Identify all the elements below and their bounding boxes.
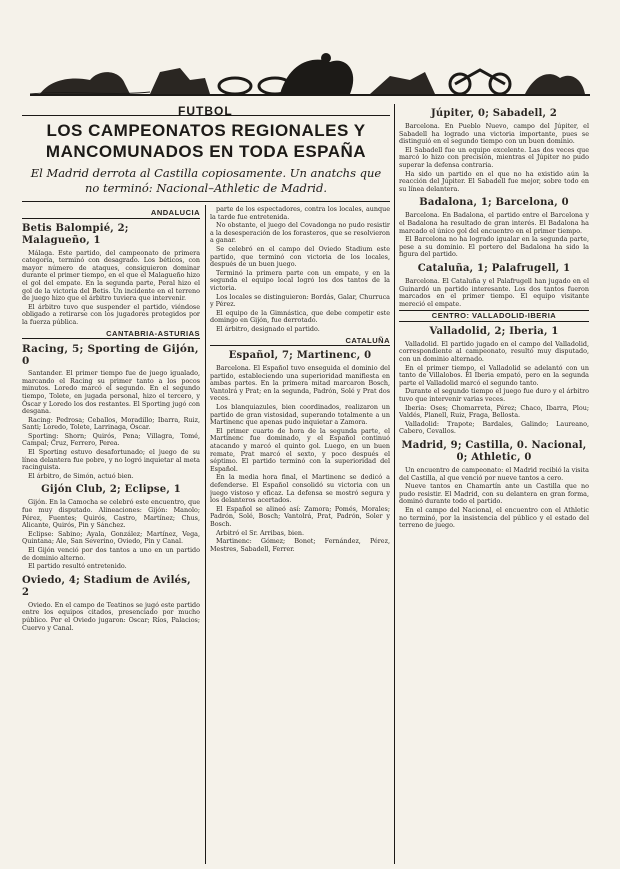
match-heading: Gijón Club, 2; Eclipse, 1 xyxy=(41,484,181,496)
column-3 xyxy=(399,104,589,861)
region-header: CENTRO: VALLADOLID-IBERIA xyxy=(399,310,589,322)
article-paragraph: Arbitró el Sr. Arribas, bien. xyxy=(216,528,305,537)
article-paragraph: Barcelona. En Badalona, el partido entre el Barcelona y el Badalona ha resultado de gran interés. El Badalona ha marcado el único gol del encuentro en el primer tiempo. xyxy=(399,211,589,235)
article-paragraph: Eclipse: Sabino; Ayala, González; Martínez, Vega, Quintana; Ale, San Severino, Oviedo, Pin y Canal. xyxy=(22,529,200,546)
article-paragraph: El equipo de la Gimnástica, que debe competir este domingo en Gijón, fue derrotado. xyxy=(210,308,390,325)
article-paragraph: Málaga. Este partido, del campeonato de primera categoría, terminó con desagrado. Los béticos, con mayor número de ataques, consiguieron dominar durante el primer tiempo, en el que el Malagueño hizo el gol del empate. En la segunda parte, Peral hizo el gol de la victoria del Betis. Un incidente en el terreno de juego hizo que el árbitro tuviera que intervenir. xyxy=(22,248,200,303)
article-paragraph: En el campo del Nacional, el encuentro con el Athletic no terminó, por la insistencia del público y el estado del terreno de juego. xyxy=(399,505,589,530)
article-paragraph: Sporting: Shorn; Quirós, Pena; Villagra, Tomé, Campal; Cruz, Ferrero, Perea. xyxy=(22,431,200,448)
article-paragraph: Nueve tantos en Chamartín ante un Castilla que no pudo resistir. El Madrid, con su delantera en gran forma, dominó durante todo el partido. xyxy=(399,482,589,506)
article-paragraph: Un encuentro de campeonato: el Madrid recibió la visita del Castilla, al que venció por nueve tantos a cero. xyxy=(399,466,589,482)
article-paragraph: El primer cuarto de hora de la segunda parte, el Martinenc fue dominado, y el Español continuó atacando y marcó el quinto gol. Luego, en un buen remate, Prat marcó el sexto, y poco después el séptimo. El partido terminó con la superioridad del Español. xyxy=(210,426,390,473)
article-paragraph: Valladolid: Trapote; Bardales, Galindo; Laureano, Cabero, Cevallos. xyxy=(399,419,589,436)
column-rule-1 xyxy=(394,104,395,864)
article-paragraph: Racing: Pedrosa; Ceballos, Moradillo; Ibarra, Ruiz, Santi; Loredo, Tolete, Larrinaga, Óscar. xyxy=(22,415,200,432)
column-1 xyxy=(22,206,200,861)
page-headline: LOS CAMPEONATOS REGIONALES Y MANCOMUNADOS EN TODA ESPAÑA xyxy=(45,121,367,161)
sports-banner-illustration xyxy=(30,50,590,102)
article-paragraph: El Barcelona no ha logrado igualar en la segunda parte, pese a su dominio. El portero del Badalona ha sido la figura del partido. xyxy=(399,235,589,259)
article-paragraph: Barcelona. El Español tuvo enseguida el dominio del partido, estableciendo una superioridad manifiesta en ambas partes. En la primera mitad marcaron Bosch, Vantolrá y Prat; en la segunda, Padrón, Solé y Prat dos veces. xyxy=(210,364,390,403)
article-paragraph: El Sporting estuvo desafortunado; el juego de su línea delantera fue pobre, y no logró inquietar al meta racinguista. xyxy=(22,448,200,472)
article-paragraph: Santander. El primer tiempo fue de juego igualado, marcando el Racing su primer tanto a los pocos minutos. Loredo marcó el segundo. En el segundo tiempo, Tolete, en jugada personal, hizo el tercero, y Óscar y Loredo los dos restantes. El Sporting jugó con desgana. xyxy=(22,369,200,416)
article-paragraph: Barcelona. El Cataluña y el Palafrugell han jugado en el Guinardó un partido interesante. Los dos tantos fueron marcados en el primer tiempo. El equipo visitante mereció el empate. xyxy=(399,276,589,308)
article-paragraph: El Sabadell fue un equipo excelente. Las dos veces que marcó lo hizo con precisión, mientras el Júpiter no pudo superar la defensa contraria. xyxy=(399,145,589,169)
article-paragraph: parte de los espectadores, contra los locales, aunque la tarde fue entretenida. xyxy=(210,206,390,221)
page-subhead: El Madrid derrota al Castilla copiosamente. Un anatchs que no terminó: Nacional–Athletic de Madrid. xyxy=(30,166,382,195)
column-rule-2 xyxy=(205,205,206,864)
match-heading: Betis Balompié, 2; Malagueño, 1 xyxy=(22,222,129,246)
article-paragraph: Martinenc: Gómez; Bonet; Fernández, Pérez, Mestres, Sabadell, Ferrer. xyxy=(210,537,390,553)
match-heading: Español, 7; Martinenc, 0 xyxy=(228,350,372,362)
article-paragraph: El árbitro, designado el partido. xyxy=(216,324,320,333)
match-heading: Oviedo, 4; Stadium de Avilés, 2 xyxy=(22,574,191,598)
article-paragraph: Oviedo. En el campo de Teatinos se jugó este partido entre los equipos citados, presenciado por mucho público. Por el Oviedo jugaron: Oscar; Ríos, Palacios; Cuervo y Canal. xyxy=(22,600,200,632)
article-paragraph: El Español se alineó así: Zamora; Pomés, Morales; Padrón, Solé, Bosch; Vantolrá, Prat, Padrón, Soler y Bosch. xyxy=(210,504,390,528)
article-paragraph: No obstante, el juego del Covadonga no pudo resistir a la desesperación de los forasteros, que se resolvieron a ganar. xyxy=(210,221,390,245)
article-paragraph: Barcelona. En Pueblo Nuevo, campo del Júpiter, el Sabadell ha logrado una victoria importante, pues se distinguió en el segundo tiempo con un buen dominio. xyxy=(399,122,589,146)
match-heading: Cataluña, 1; Palafrugell, 1 xyxy=(417,262,571,274)
article-paragraph: Gijón. En la Camocha se celebró este encuentro, que fue muy disputado. Alineaciones: Gijón: Manolo; Pérez, Fuentes; Quirós, Castro, Martínez; Chus, Alicante, Quirós, Pin y Sánchez. xyxy=(22,498,200,530)
article-paragraph: En la media hora final, el Martinenc se dedicó a defenderse. El Español consolidó su victoria con un juego vistoso y eficaz. La defensa se mostró segura y los delanteros acertados. xyxy=(210,473,390,505)
match-heading: Júpiter, 0; Sabadell, 2 xyxy=(430,108,558,119)
match-heading: Madrid, 9; Castilla, 0. Nacional, 0; Athletic, 0 xyxy=(401,440,587,463)
article-paragraph: Los blanquiazules, bien coordinados, realizaron un partido de gran vistosidad, superando totalmente a un Martinenc que apenas pudo inquietar a Zamora. xyxy=(210,403,390,427)
section-label: FUTBOL xyxy=(178,104,233,118)
article-paragraph: Ha sido un partido en el que no ha existido aún la reacción del Júpiter. El Sabadell fue mejor, sobre todo en su línea delantera. xyxy=(399,169,589,193)
region-header: CANTABRIA-ASTURIAS xyxy=(22,329,200,340)
article-paragraph: Durante el segundo tiempo el juego fue duro y el árbitro tuvo que intervenir varias veces. xyxy=(399,387,589,404)
article-paragraph: En el primer tiempo, el Valladolid se adelantó con un tanto de Villalobos. El Iberia empató, pero en la segunda parte el Valladolid marcó el segundo tanto. xyxy=(399,363,589,387)
subhead-rule xyxy=(22,201,390,202)
article-paragraph: Iberia: Oses; Chomarreta, Pérez; Chaco, Ibarra, Plou; Valdés, Planell, Ruiz, Fraga, Bellosta. xyxy=(399,403,589,420)
region-header: CATALUÑA xyxy=(210,336,390,347)
article-paragraph: El árbitro tuvo que suspender el partido, viéndose obligado a retirarse con los jugadores protegidos por la fuerza pública. xyxy=(22,302,200,326)
article-paragraph: Terminó la primera parte con un empate, y en la segunda el equipo local logró los dos tantos de la victoria. xyxy=(210,268,390,292)
article-paragraph: Se celebró en el campo del Oviedo Stadium este partido, que terminó con victoria de los locales, después de un buen juego. xyxy=(210,244,390,269)
article-paragraph: El Gijón venció por dos tantos a uno en un partido de dominio alterno. xyxy=(22,546,200,562)
match-heading: Racing, 5; Sporting de Gijón, 0 xyxy=(22,343,199,368)
match-heading: Badalona, 1; Barcelona, 0 xyxy=(419,197,569,209)
column-2 xyxy=(210,206,390,861)
match-heading: Valladolid, 2; Iberia, 1 xyxy=(429,325,559,337)
article-paragraph: El partido resultó entretenido. xyxy=(28,562,127,571)
region-header: ANDALUCIA xyxy=(22,208,200,219)
article-paragraph: El árbitro, de Simón, actuó bien. xyxy=(28,471,134,480)
article-paragraph: Valladolid. El partido jugado en el campo del Valladolid, correspondiente al campeonato, resultó muy disputado, con un dominio alternado. xyxy=(399,339,589,364)
article-paragraph: Los locales se distinguieron: Bordás, Galar, Churruca y Pérez. xyxy=(210,292,390,309)
